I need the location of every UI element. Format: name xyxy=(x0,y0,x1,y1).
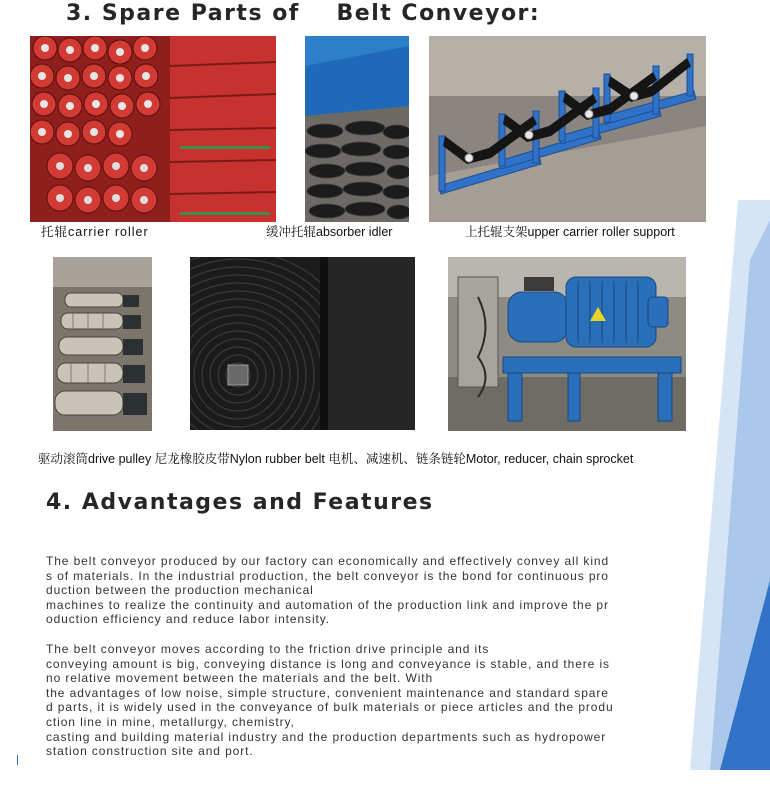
caption-absorber-idler: 缓冲托辊absorber idler xyxy=(266,225,393,239)
caption-upper-carrier-roller-support: 上托辊支架upper carrier roller support xyxy=(465,225,675,239)
paragraph-line: no relative movement between the materials and the belt. With xyxy=(46,671,434,686)
motor-reducer-photo xyxy=(448,257,686,431)
paragraph-line: the advantages of low noise, simple structure, convenient maintenance and standard spare xyxy=(46,685,609,700)
section-title-advantages: 4. Advantages and Features xyxy=(46,490,434,515)
paragraph-line: The belt conveyor produced by our factory can economically and effectively convey all kind xyxy=(46,554,610,568)
caption-carrier-roller: 托辊carrier roller xyxy=(41,225,149,239)
paragraph-line: station construction site and port. xyxy=(46,744,254,759)
paragraph-line: s of materials. In the industrial production, the belt conveyor is the bond for continuous pro xyxy=(46,568,609,583)
paragraph-line: conveying amount is big, conveying distance is long and conveyance is stable, and there is xyxy=(46,656,610,671)
paragraph-line: casting and building material industry and the production departments such as hydropower xyxy=(46,729,607,744)
upper-carrier-roller-support-photo xyxy=(429,36,706,222)
carrier-roller-photo xyxy=(30,36,276,222)
paragraph-line: oduction efficiency and reduce labor intensity. xyxy=(46,612,331,627)
paragraph-line: ction line in mine, metallurgy, chemistry, xyxy=(46,714,295,729)
paragraph-2 xyxy=(46,642,736,759)
slide-marker xyxy=(17,755,18,765)
paragraph-line: d parts, it is widely used in the conveyance of bulk materials or piece articles and the produ xyxy=(46,700,614,715)
paragraph-line: machines to realize the continuity and automation of the production link and improve the pr xyxy=(46,597,609,612)
paragraph-line: The belt conveyor moves according to the friction drive principle and its xyxy=(46,642,490,656)
caption-drive-pulley-belt-motor: 驱动滚筒drive pulley 尼龙橡胶皮带Nylon rubber belt 电机、减速机、链条链轮Motor, reducer, chain sprocket xyxy=(38,452,634,466)
paragraph-1 xyxy=(46,554,736,627)
paragraph-line: duction between the production mechanical xyxy=(46,583,314,598)
drive-pulley-photo xyxy=(53,257,152,431)
section-title-spare-parts: 3. Spare Parts of Belt Conveyor: xyxy=(66,1,541,26)
absorber-idler-photo xyxy=(305,36,409,222)
nylon-rubber-belt-photo xyxy=(190,257,415,430)
